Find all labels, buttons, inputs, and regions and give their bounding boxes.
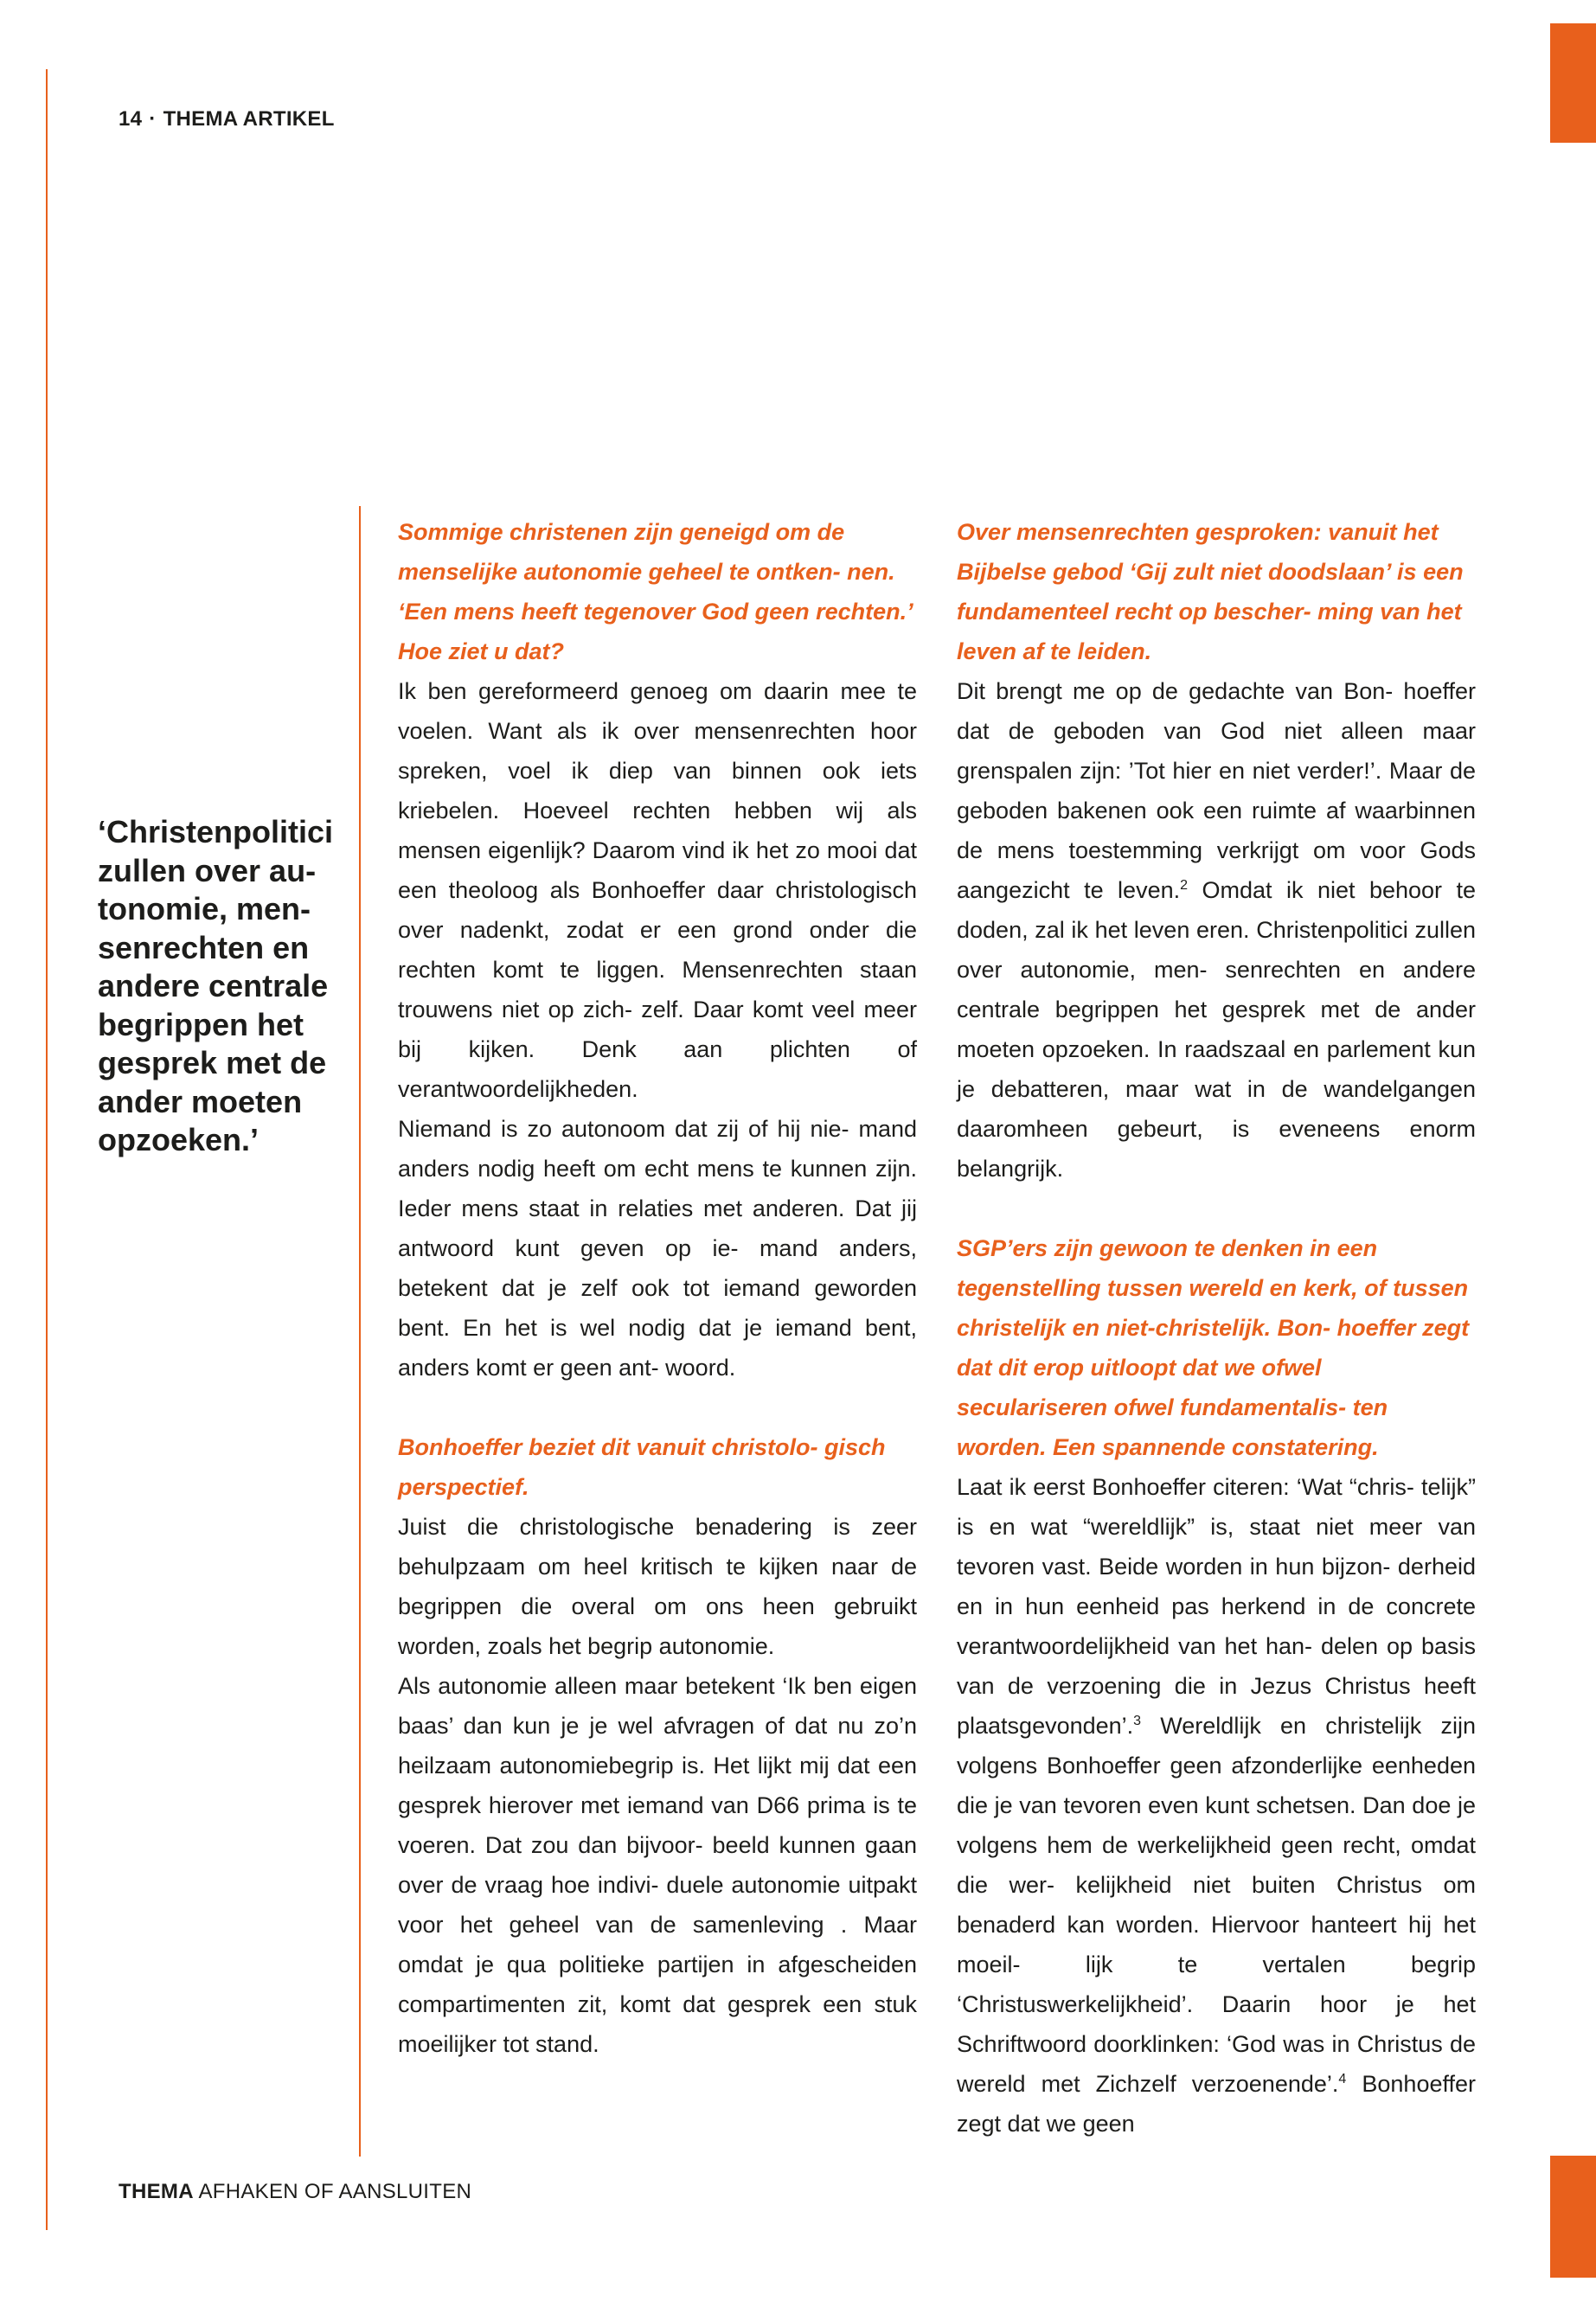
column-rule bbox=[359, 506, 361, 2157]
footnote-ref-4[interactable]: 4 bbox=[1338, 2072, 1347, 2086]
interview-question-1: Sommige christenen zijn geneigd om de menselijke autonomie geheel te ontken- nen. ‘Een mens heeft tegenover God geen rechten.’ Hoe ziet u dat? bbox=[398, 519, 913, 664]
footer-theme-title: AFHAKEN OF AANSLUITEN bbox=[193, 2180, 472, 2203]
answer-paragraph-2: Niemand is zo autonoom dat zij of hij nie- mand anders nodig heeft om echt mens te kunnen zijn. Ieder mens staat in relaties met anderen. Dat jij antwoord kunt geven op ie- mand anders, betekent dat je zelf ook tot iemand geworden bent. En het is wel nodig dat je iemand bent, anders komt er geen ant- woord. bbox=[398, 1116, 917, 1381]
running-header bbox=[119, 107, 335, 131]
article-column-2 bbox=[957, 512, 1476, 2144]
article-column-1 bbox=[398, 512, 917, 2064]
header-separator: · bbox=[149, 107, 157, 131]
section-label: THEMA ARTIKEL bbox=[163, 107, 335, 131]
answer-text: Wereldlijk en christelijk zijn volgens Bonhoeffer geen afzonderlijke eenheden die je van tevoren even kunt schetsen. Dan doe je volgens hem de werkelijkheid geen recht, omdat die wer- kelijkheid niet buiten Christus om benaderd kan worden. Hiervoor hanteert hij het moeil- lijk te vertalen begrip ‘Christuswerkelijkheid’. Daarin hoor je het Schriftwoord doorklinken: ‘God was in Christus de wereld met Zichzelf verzoenende’. bbox=[957, 1713, 1476, 2097]
answer-text: Omdat ik niet behoor te doden, zal ik het leven eren. Christenpolitici zullen over autonomie, men- senrechten en andere centrale begrippen het gesprek met de ander moeten opzoeken. In raadszaal en parlement kun je debatteren, maar wat in de wandelgangen daaromheen gebeurt, is eveneens enorm belangrijk. bbox=[957, 877, 1477, 1182]
pull-quote: ‘Christenpolitici zullen over au- tonomie, men- senrechten en andere centrale begrippen het gesprek met de ander moeten opzoeken.’ bbox=[98, 814, 334, 1157]
answer-paragraph-4: Als autonomie alleen maar betekent ‘Ik ben eigen baas’ dan kun je je wel afvragen of dat nu zo’n heilzaam autonomiebegrip is. Het lijkt mij dat een gesprek hierover met iemand van D66 prima is te voeren. Dat zou dan bijvoor- beeld kunnen gaan over de vraag hoe indivi- duele autonomie uitpakt voor het geheel van de samenleving . Maar omdat je qua politieke partijen in afgescheiden compartimenten zit, komt dat gesprek een stuk moeilijker tot stand. bbox=[398, 1673, 917, 2057]
answer-text: Bonhoeffer zegt dat we geen bbox=[957, 2071, 1476, 2137]
interview-question-4: SGP’ers zijn gewoon te denken in een tegenstelling tussen wereld en kerk, of tussen christelijk en niet-christelijk. Bon- hoeffer zegt dat dit erop uitloopt dat we ofwel seculariseren ofwel fundamentalis- ten worden. Een spannende constatering. bbox=[957, 1235, 1470, 1460]
answer-text: Laat ik eerst Bonhoeffer citeren: ‘Wat “chris- telijk” is en wat “wereldlijk” is, staat niet meer van tevoren vast. Beide worden in hun bijzon- derheid en in hun eenheid pas herkend in de concrete verantwoordelijkheid van het han- delen op basis van de verzoening die in Jezus Christus heeft plaatsgevonden’. bbox=[957, 1474, 1476, 1739]
answer-paragraph-6 bbox=[957, 1467, 1476, 2144]
answer-text: Dit brengt me op de gedachte van Bon- hoeffer dat de geboden van God niet alleen maar grenspalen zijn: ’Tot hier en niet verder!’. Maar de geboden bakenen ook een ruimte af waarbinnen de mens toestemming verkrijgt om voor Gods aangezicht te leven. bbox=[957, 678, 1476, 903]
footnote-ref-3[interactable]: 3 bbox=[1133, 1714, 1142, 1728]
interview-question-3: Over mensenrechten gesproken: vanuit het Bijbelse gebod ‘Gij zult niet doodslaan’ is een fundamenteel recht op bescher- ming van het leven af te leiden. bbox=[957, 519, 1464, 664]
footnote-ref-2[interactable]: 2 bbox=[1180, 878, 1189, 893]
footer-theme-label: THEMA bbox=[119, 2180, 194, 2203]
answer-paragraph-1: Ik ben gereformeerd genoeg om daarin mee te voelen. Want als ik over mensenrechten hoor spreken, voel ik diep van binnen ook iets kriebelen. Hoeveel rechten hebben wij als mensen eigenlijk? Daarom vind ik het zo mooi dat een theoloog als Bonhoeffer daar christologisch over nadenkt, zodat er een grond onder die rechten komt te liggen. Mensenrechten staan trouwens niet op zich- zelf. Daar komt veel meer bij kijken. Denk aan plichten of verantwoordelijkheden. bbox=[398, 678, 917, 1102]
answer-paragraph-5 bbox=[957, 671, 1476, 1189]
accent-tab-top bbox=[1550, 23, 1596, 143]
interview-question-2: Bonhoeffer beziet dit vanuit christolo- gisch perspectief. bbox=[398, 1434, 886, 1500]
page-number: 14 bbox=[119, 107, 143, 131]
margin-rule bbox=[46, 69, 48, 2230]
answer-paragraph-3: Juist die christologische benadering is zeer behulpzaam om heel kritisch te kijken naar de begrippen die overal om ons heen gebruikt worden, zoals het begrip autonomie. bbox=[398, 1514, 917, 1659]
running-footer bbox=[119, 2180, 471, 2204]
accent-tab-bottom bbox=[1550, 2156, 1596, 2278]
